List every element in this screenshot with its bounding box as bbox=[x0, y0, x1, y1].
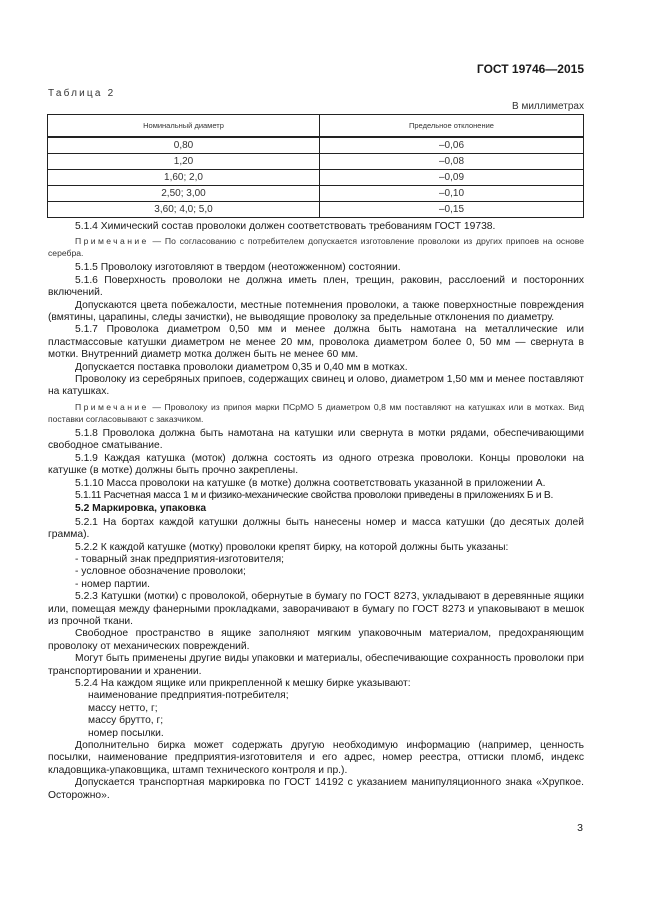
table-header-row bbox=[48, 115, 584, 138]
note-2 bbox=[48, 401, 584, 425]
note-text: — Проволоку из припоя марки ПСрМО 5 диаметром 0,8 мм поставляют на катушках или в мотках. Вид поставки согласовывают с заказчиком. bbox=[48, 401, 584, 424]
table-cell: 0,80 bbox=[48, 137, 320, 154]
table-cell: –0,15 bbox=[320, 202, 584, 218]
paragraph-5-1-7: 5.1.7 Проволока диаметром 0,50 мм и менее должна быть намотана на металлические или пластмассовые катушки диаметром не менее 20 мм, проволока диаметром более 0, 50 мм — свернута в мотки. Внутренний диаметр мотка должен быть не менее 60 мм. bbox=[48, 324, 584, 361]
paragraph-5-2-4: 5.2.4 На каждом ящике или прикрепленной к мешку бирке указывают: bbox=[75, 678, 411, 689]
paragraph: Свободное пространство в ящике заполняют мягким упаковочным материалом, предохраняющим проволоку от механических повреждений. bbox=[48, 628, 584, 652]
table-cell: 2,50; 3,00 bbox=[48, 186, 320, 202]
paragraph-5-1-6: 5.1.6 Поверхность проволоки не должна иметь плен, трещин, раковин, расслоений и посторонних включений. bbox=[48, 274, 584, 299]
list-item: - условное обозначение проволоки; bbox=[75, 566, 246, 578]
list-item: наименование предприятия-потребителя; bbox=[88, 690, 289, 702]
paragraph-5-1-10: 5.1.10 Масса проволоки на катушке (в мотке) должна соответствовать указанной в приложении А. bbox=[75, 477, 546, 489]
paragraph-5-1-4: 5.1.4 Химический состав проволоки должен соответствовать требованиям ГОСТ 19738. bbox=[75, 221, 496, 232]
list-item: - товарный знак предприятия-изготовителя; bbox=[75, 553, 285, 565]
table-cell: –0,09 bbox=[320, 170, 584, 186]
paragraph: Допускаются цвета побежалости, местные потемнения проволоки, а также поверхностные повреждения (вмятины, царапины, следы зачистки), не выводящие проволоку за предельные отклонения по диаметру. bbox=[48, 299, 584, 324]
document-body bbox=[48, 221, 584, 802]
paragraph-5-2-1: 5.2.1 На бортах каждой катушки должны быть нанесены номер и масса катушки (до десятых долей грамма). bbox=[48, 516, 584, 541]
table-units: В миллиметрах bbox=[512, 101, 584, 112]
note-text: — По согласованию с потребителем допускается изготовление проволоки из других припоев на основе серебра. bbox=[48, 236, 584, 259]
table-row bbox=[48, 154, 584, 170]
table-cell: –0,08 bbox=[320, 154, 584, 170]
paragraph-5-1-9: 5.1.9 Каждая катушка (моток) должна состоять из одного отрезка проволоки. Концы проволоки на катушке (в мотке) должны быть прочно закреплены. bbox=[48, 452, 584, 477]
list-item: - номер партии. bbox=[75, 578, 150, 590]
paragraph: Допускается поставка проволоки диаметром 0,35 и 0,40 мм в мотках. bbox=[75, 361, 408, 373]
paragraph: Дополнительно бирка может содержать другую необходимую информацию (например, ценность посылки, наименование предприятия-изготовителя и его адрес, номер реестра, оттиски пломб, индекс кладовщика-упаковщика, штамп технического контроля и пр.). bbox=[48, 740, 584, 776]
paragraph-5-1-5: 5.1.5 Проволоку изготовляют в твердом (неотожженном) состоянии. bbox=[75, 262, 401, 274]
column-header: Предельное отклонение bbox=[320, 115, 584, 138]
paragraph: Могут быть применены другие виды упаковки и материалы, обеспечивающие сохранность проволоки при транспортировании и хранении. bbox=[48, 653, 584, 677]
paragraph: Проволоку из серебряных припоев, содержащих свинец и олово, диаметром 1,50 мм и менее поставляют на катушках. bbox=[48, 374, 584, 398]
list-item: массу брутто, г; bbox=[88, 715, 164, 727]
column-header: Номинальный диаметр bbox=[48, 115, 320, 138]
diameter-tolerance-table bbox=[47, 114, 584, 218]
paragraph-5-2-2: 5.2.2 К каждой катушке (мотку) проволоки крепят бирку, на которой должны быть указаны: bbox=[75, 541, 509, 553]
paragraph-5-2-3: 5.2.3 Катушки (мотки) с проволокой, обернутые в бумагу по ГОСТ 8273, укладывают в деревянные ящики или, помещая между фанерными прокладками, заворачивают в бумагу по ГОСТ 8273 и упаковывают в мешок из прочной ткани. bbox=[48, 591, 584, 627]
table-cell: –0,06 bbox=[320, 137, 584, 154]
paragraph-5-1-8: 5.1.8 Проволока должна быть намотана на катушки или свернута в мотки рядами, обеспечивающими свободное сматывание. bbox=[48, 427, 584, 452]
page-number: 3 bbox=[577, 822, 583, 834]
note-1 bbox=[48, 235, 584, 259]
table-cell: 1,60; 2,0 bbox=[48, 170, 320, 186]
table-row bbox=[48, 137, 584, 154]
table-cell: 3,60; 4,0; 5,0 bbox=[48, 202, 320, 218]
note-label: Примечание bbox=[75, 236, 149, 247]
table-cell: –0,10 bbox=[320, 186, 584, 202]
table-cell: 1,20 bbox=[48, 154, 320, 170]
list-item: массу нетто, г; bbox=[88, 702, 158, 714]
table-row bbox=[48, 202, 584, 218]
paragraph: Допускается транспортная маркировка по ГОСТ 14192 с указанием манипуляционного знака «Хрупкое. Осторожно». bbox=[48, 777, 584, 801]
table-row bbox=[48, 186, 584, 202]
document-id: ГОСТ 19746—2015 bbox=[476, 62, 584, 76]
list-item: номер посылки. bbox=[88, 727, 164, 739]
table-title: Таблица 2 bbox=[48, 88, 116, 99]
table-row bbox=[48, 170, 584, 186]
paragraph-5-1-11: 5.1.11 Расчетная масса 1 м и физико-механические свойства проволоки приведены в приложениях Б и В. bbox=[75, 489, 554, 501]
section-heading-5-2: 5.2 Маркировка, упаковка bbox=[75, 503, 207, 515]
note-label: Примечание bbox=[75, 401, 149, 412]
